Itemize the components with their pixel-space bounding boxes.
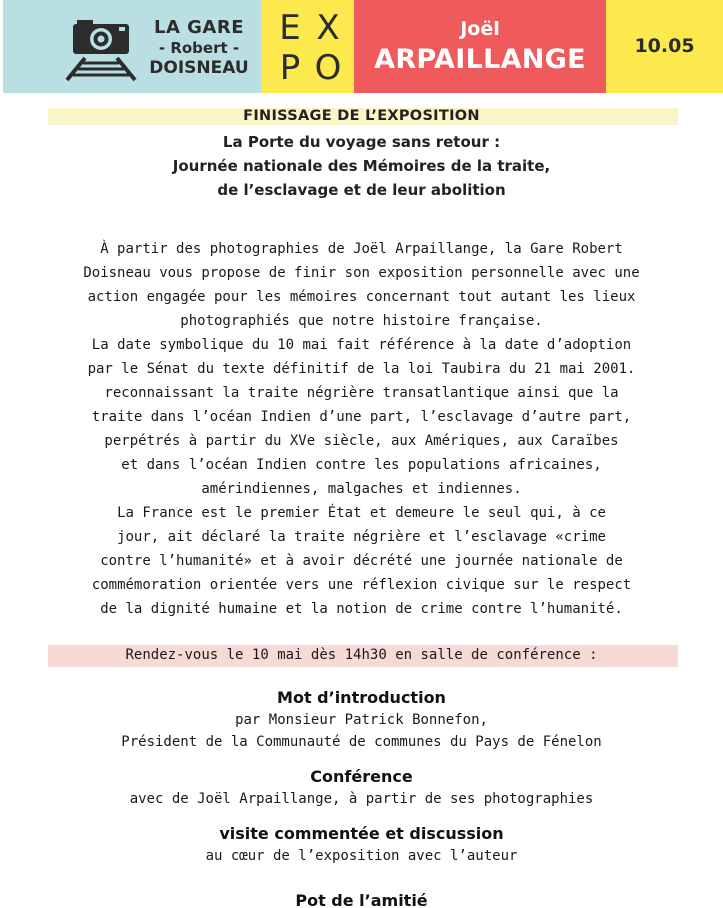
- intro-heading: Mot d’introduction: [277, 688, 446, 707]
- body-line: perpétrés à partir du XVe siècle, aux Amériques, aux Caraïbes: [104, 433, 619, 449]
- subtitle-line-2: Journée nationale des Mémoires de la traite,: [172, 157, 551, 175]
- body-line: contre l’humanité» et à avoir décrété une journée nationale de: [100, 553, 623, 569]
- body-line: reconnaissant la traite négrière transatlantique ainsi que la: [104, 385, 619, 401]
- finissage-title: FINISSAGE DE L’EXPOSITION: [243, 108, 480, 124]
- event-date: 10.05: [634, 35, 695, 57]
- date-panel: [606, 0, 723, 93]
- logo-line-1: LA GARE: [153, 17, 245, 38]
- rendezvous-text: Rendez-vous le 10 mai dès 14h30 en salle de conférence :: [125, 647, 598, 663]
- subtitle-line-1: La Porte du voyage sans retour :: [222, 133, 501, 151]
- body-line: La France est le premier État et demeure le seul qui, à ce: [117, 505, 606, 521]
- visit-heading: visite commentée et discussion: [219, 824, 504, 843]
- visit-detail: au cœur de l’exposition avec l’auteur: [205, 848, 518, 864]
- body-line: action engagée pour les mémoires concernant tout autant les lieux: [87, 289, 636, 305]
- expo-letters: [271, 8, 347, 88]
- body-line: par le Sénat du texte définitif de la loi Taubira du 21 mai 2001.: [87, 361, 636, 377]
- logo-text: [146, 17, 252, 78]
- pot-heading: Pot de l’amitié: [295, 891, 428, 908]
- body-line: de la dignité humaine et la notion de crime contre l’humanité.: [100, 601, 623, 617]
- subtitle-line-3: de l’esclavage et de leur abolition: [217, 181, 506, 199]
- intro-speaker-role: Président de la Communauté de communes du Pays de Fénelon: [121, 734, 602, 750]
- description-paragraph: [40, 237, 683, 621]
- body-line: Doisneau vous propose de finir son exposition personnelle avec une: [83, 265, 640, 281]
- logo-line-2: - Robert -: [158, 39, 240, 57]
- artist-panel: [354, 0, 606, 93]
- header-banner: [0, 0, 723, 93]
- expo-panel: [261, 0, 354, 93]
- body-line: amérindiennes, malgaches et indiennes.: [201, 481, 522, 497]
- conference-heading: Conférence: [310, 767, 413, 786]
- body-line: jour, ait déclaré la traite négrière et l’esclavage «crime: [117, 529, 606, 545]
- body-line: et dans l’océan Indien contre les populations africaines,: [121, 457, 602, 473]
- body-line: À partir des photographies de Joël Arpaillange, la Gare Robert: [100, 241, 623, 257]
- intro-speaker: par Monsieur Patrick Bonnefon,: [235, 712, 488, 728]
- expo-letter: O: [314, 48, 342, 88]
- conference-detail: avec de Joël Arpaillange, à partir de ses photographies: [129, 791, 594, 807]
- logo-panel: [3, 0, 261, 93]
- expo-letter: P: [279, 48, 301, 88]
- camera-on-rails-icon: [63, 12, 141, 82]
- body-line: photographiés que notre histoire française.: [180, 313, 543, 329]
- logo-line-3: DOISNEAU: [149, 58, 249, 78]
- expo-letter: E: [279, 8, 301, 48]
- expo-letter: X: [316, 8, 340, 48]
- artist-first-name: Joël: [460, 18, 500, 40]
- body-line: traite dans l’océan Indien d’une part, l’esclavage d’autre part,: [91, 409, 632, 425]
- artist-last-name: ARPAILLANGE: [374, 44, 586, 75]
- body-line: La date symbolique du 10 mai fait référence à la date d’adoption: [91, 337, 632, 353]
- body-line: commémoration orientée vers une réflexion civique sur le respect: [91, 577, 632, 593]
